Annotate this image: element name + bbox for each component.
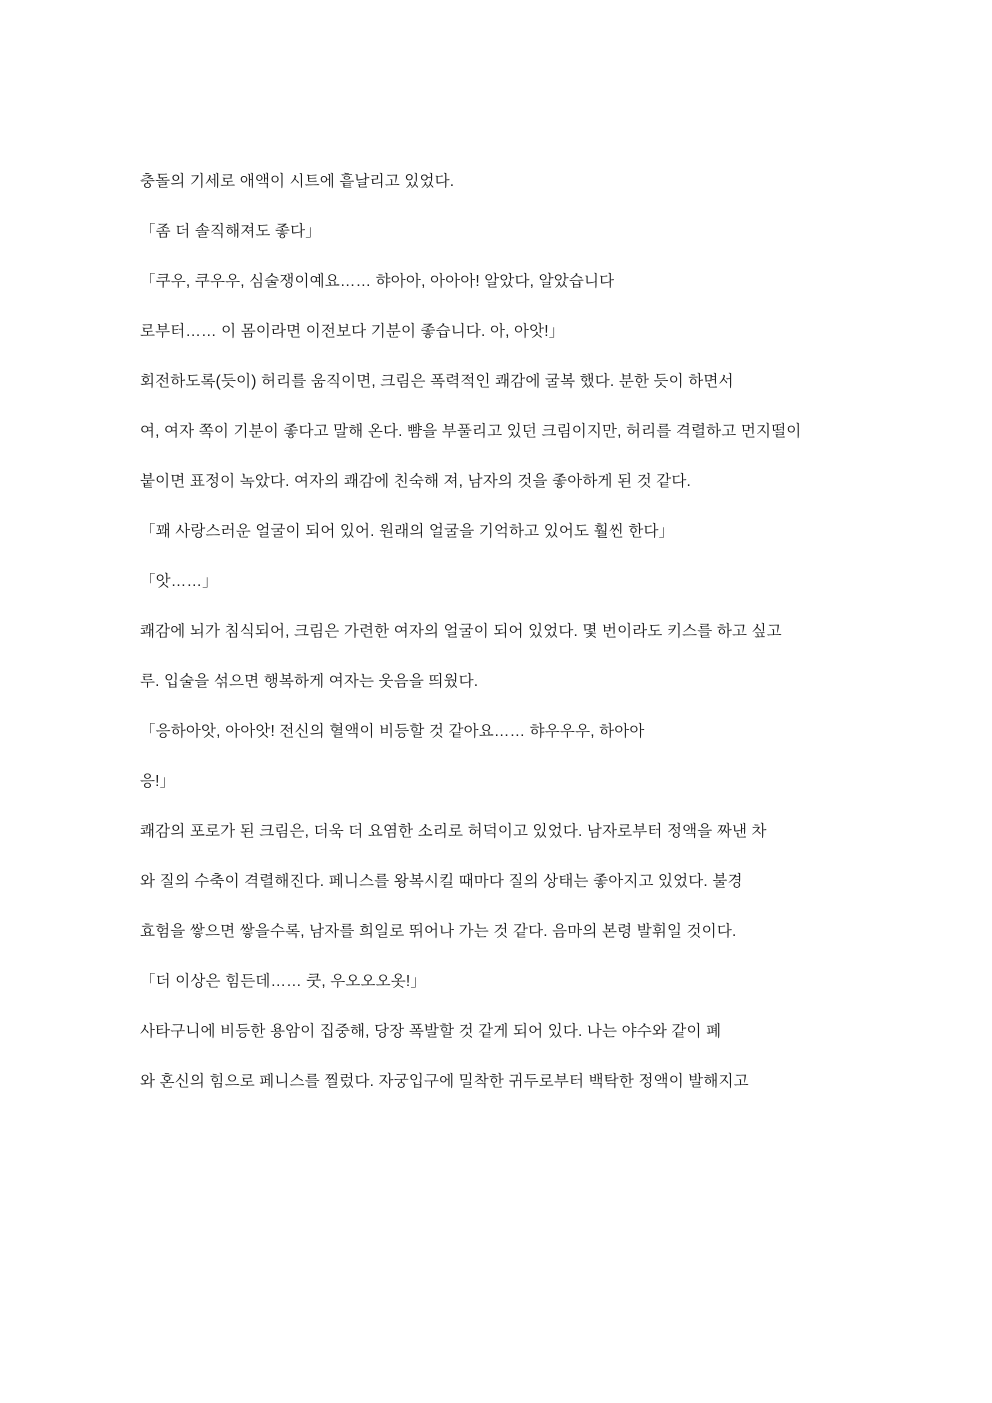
paragraph: 「응하아앗, 아아앗! 전신의 혈액이 비등할 것 같아요…… 햐우우우, 하아아 xyxy=(140,723,645,741)
paragraph: 「꽤 사랑스러운 얼굴이 되어 있어. 원래의 얼굴을 기억하고 있어도 훨씬 한다」 xyxy=(140,523,675,541)
paragraph: 충돌의 기세로 애액이 시트에 흩날리고 있었다. xyxy=(140,173,455,190)
paragraph: 「좀 더 솔직해져도 좋다」 xyxy=(140,223,321,241)
paragraph: 붙이면 표정이 녹았다. 여자의 쾌감에 친숙해 져, 남자의 것을 좋아하게 된 것 같다. xyxy=(140,473,692,491)
paragraph: 「앗……」 xyxy=(140,573,218,591)
paragraph: 여, 여자 쪽이 기분이 좋다고 말해 온다. 뺨을 부풀리고 있던 크림이지만, 허리를 격렬하고 먼지떨이 xyxy=(140,423,802,441)
paragraph: 와 질의 수축이 격렬해진다. 페니스를 왕복시킬 때마다 질의 상태는 좋아지고 있었다. 불경 xyxy=(140,873,743,891)
document-body xyxy=(140,170,852,1094)
paragraph: 루. 입술을 섞으면 행복하게 여자는 웃음을 띄웠다. xyxy=(140,673,479,691)
paragraph: 쾌감의 포로가 된 크림은, 더욱 더 요염한 소리로 허덕이고 있었다. 남자로부터 정액을 짜낸 차 xyxy=(140,823,767,841)
paragraph: 효험을 쌓으면 쌓을수록, 남자를 희일로 뛰어나 가는 것 같다. 음마의 본령 발휘일 것이다. xyxy=(140,923,737,941)
paragraph: 「더 이상은 힘든데…… 쿳, 우오오오옷!」 xyxy=(140,973,427,991)
paragraph: 와 혼신의 힘으로 페니스를 찔렀다. 자궁입구에 밀착한 귀두로부터 백탁한 정액이 발해지고 xyxy=(140,1073,749,1091)
paragraph: 사타구니에 비등한 용암이 집중해, 당장 폭발할 것 같게 되어 있다. 나는 야수와 같이 폐 xyxy=(140,1023,722,1041)
paragraph: 「쿠우, 쿠우우, 심술쟁이예요…… 햐아아, 아아아! 알았다, 알았습니다 xyxy=(140,273,615,291)
paragraph: 회전하도록(듯이) 허리를 움직이면, 크림은 폭력적인 쾌감에 굴복 했다. 분한 듯이 하면서 xyxy=(140,373,734,391)
paragraph: 응!」 xyxy=(140,773,176,791)
paragraph: 쾌감에 뇌가 침식되어, 크림은 가련한 여자의 얼굴이 되어 있었다. 몇 번이라도 키스를 하고 싶고 xyxy=(140,623,782,641)
paragraph: 로부터…… 이 몸이라면 이전보다 기분이 좋습니다. 아, 아앗!」 xyxy=(140,323,565,341)
